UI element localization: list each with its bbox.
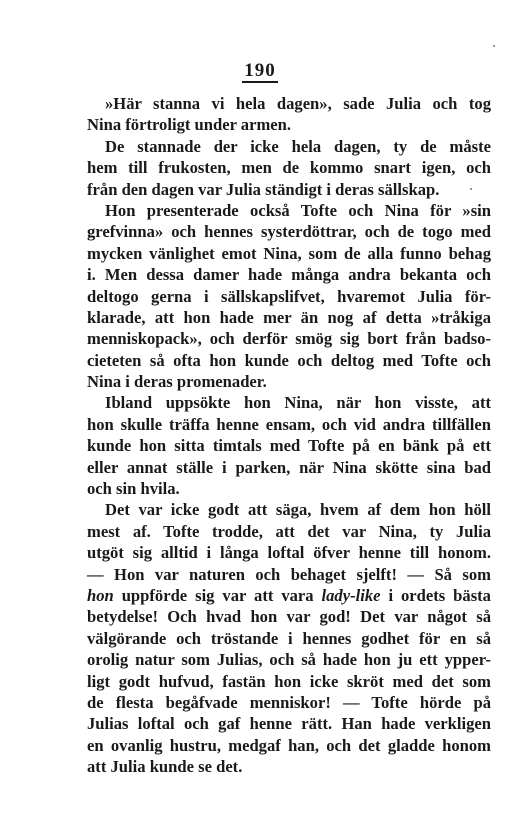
page-number [0,60,520,82]
text-line: Hon presenterade också Tofte och Nina för »sin [105,200,491,220]
text-line: deltogo gerna i sällskapslifvet, hvaremot Julia för- [87,286,491,306]
text-line: menniskopack», och derför smög sig bort från badso- [87,329,491,349]
body-text [87,93,491,778]
text-line: och sin hvila. [87,479,180,499]
text-line: ligt godt hufvud, fastän hon icke skröt med det som [87,671,491,691]
text-line: Nina förtroligt under armen. [87,115,292,135]
text-line: Det var icke godt att säga, hvem af dem hon höll [105,500,491,520]
text-line: grefvinna» och hennes systerdöttrar, och de togo med [87,222,491,242]
paper-speck [470,188,472,190]
text-line: utgöt sig alltid i långa loftal öfver henne till honom. [87,543,491,563]
text-line: en ovanlig hustru, medgaf han, och det gladde honom [87,735,491,755]
text-line: från den dagen var Julia ständigt i deras sällskap. [87,179,440,199]
text-line: — Hon var naturen och behaget sjelft! — Så som [87,564,491,584]
text-line: hon uppförde sig var att vara lady-like i ordets bästa [87,585,491,605]
text-line: cieteten så ofta hon kunde och deltog med Tofte och [87,350,491,370]
text-line: eller annat ställe i parken, när Nina skötte sina bad [87,457,491,477]
text-line: Ibland uppsökte hon Nina, när hon visste, att [105,393,491,413]
text-line: betydelse! Och hvad hon var god! Det var något så [87,607,491,627]
text-line: i. Men dessa damer hade många andra bekanta och [87,265,491,285]
text-line: »Här stanna vi hela dagen», sade Julia och tog [105,94,491,113]
text-line: klarade, att hon hade mer än nog af detta »tråkiga [87,307,491,327]
text-line: att Julia kunde se det. [87,757,243,777]
text-line: hon skulle träffa henne ensam, och vid andra tillfällen [87,414,491,434]
text-line: välgörande och tröstande i hennes godhet för en så [87,628,491,648]
text-line: De stannade der icke hela dagen, ty de måste [105,136,491,156]
text-line: mycken vänlighet emot Nina, som de alla funno behag [87,243,491,263]
text-line: Julias loftal och gaf henne rätt. Han hade verkligen [87,714,491,734]
text-line: kunde hon sitta timtals med Tofte på en bänk på ett [87,436,491,456]
paper-speck [493,45,495,47]
text-line: hem till frukosten, men de kommo snart igen, och [87,158,491,178]
text-line: mest af. Tofte trodde, att det var Nina, ty Julia [87,521,491,541]
text-line: orolig natur som Julias, och så hade hon ju ett ypper- [87,650,491,670]
page-number-text: 190 [244,60,276,81]
text-line: Nina i deras promenader. [87,372,267,392]
text-line: de flesta begåfvade menniskor! — Tofte hörde på [87,692,491,712]
